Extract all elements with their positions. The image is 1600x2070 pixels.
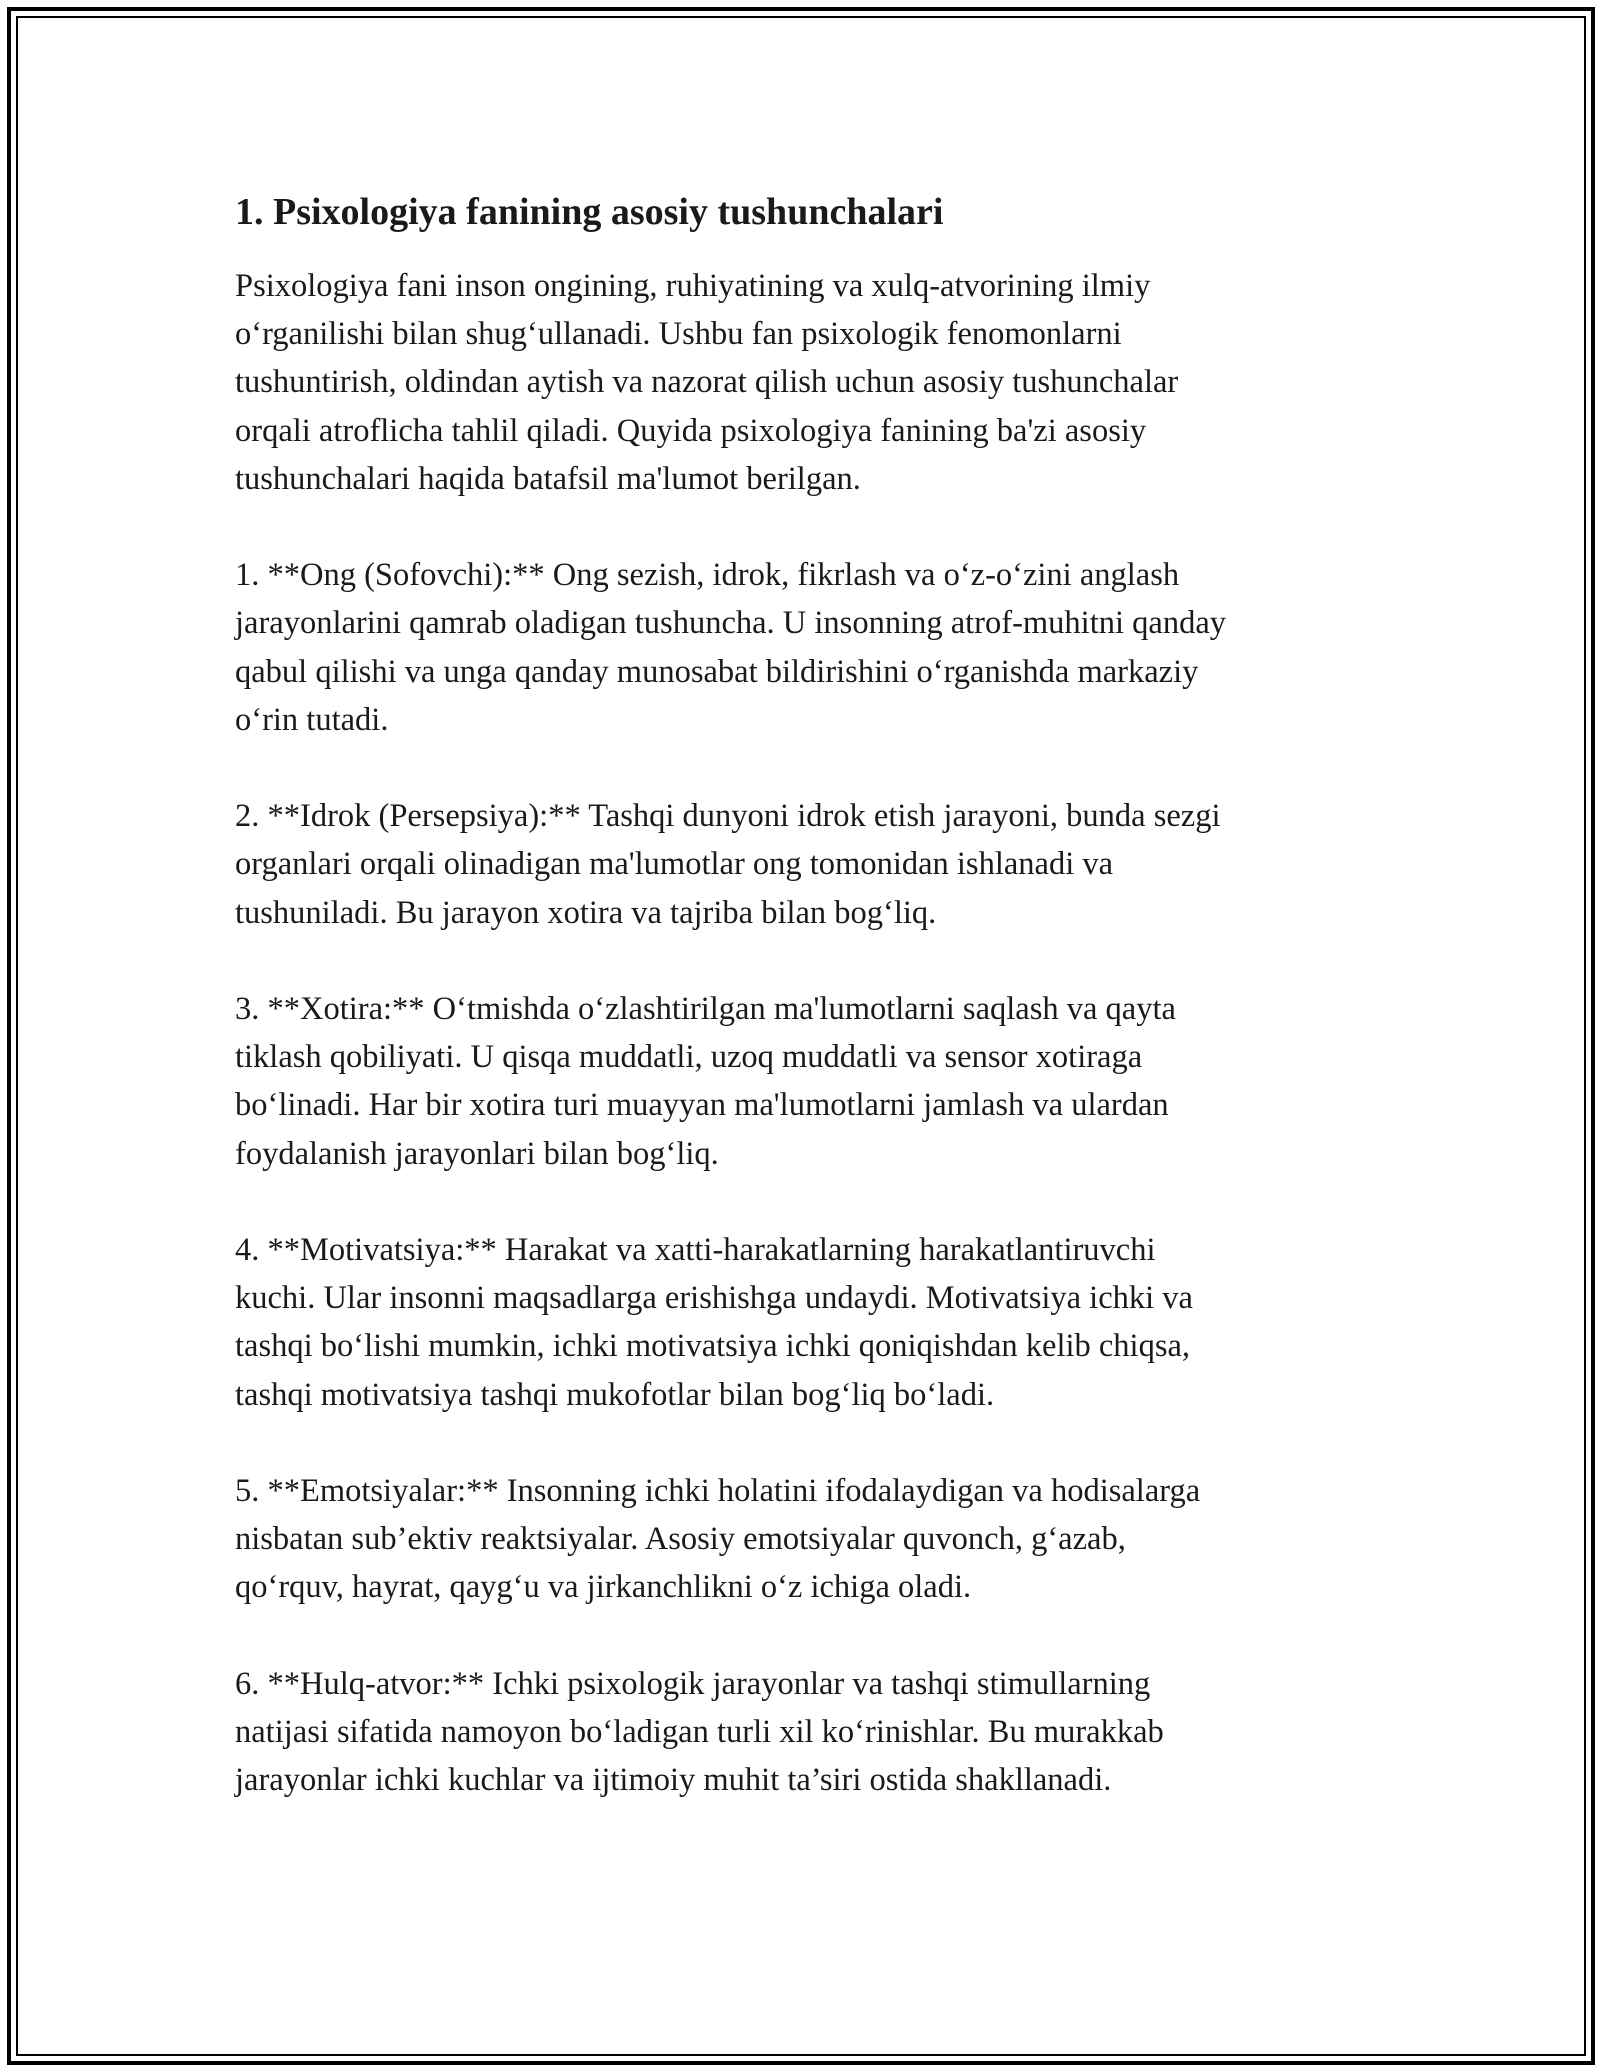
- text-line: organlari orqali olinadigan ma'lumotlar ong tomonidan ishlanadi va: [235, 846, 1114, 883]
- concept-paragraph-5: [235, 1467, 1375, 1612]
- text-line: 6. **Hulq-atvor:** Ichki psixologik jarayonlar va tashqi stimullarning: [235, 1665, 1151, 1702]
- text-line: o‘rin tutadi.: [235, 701, 389, 738]
- document-body: [235, 188, 1375, 1853]
- text-line: tushunchalari haqida batafsil ma'lumot berilgan.: [235, 460, 861, 497]
- section-title: 1. Psixologiya fanining asosiy tushunchalari: [235, 191, 944, 233]
- text-line: 5. **Emotsiyalar:** Insonning ichki holatini ifodalaydigan va hodisalarga: [235, 1473, 1201, 1509]
- text-line: tashqi bo‘lishi mumkin, ichki motivatsiya ichki qoniqishdan kelib chiqsa,: [235, 1328, 1191, 1365]
- concept-paragraph-3: [235, 985, 1375, 1178]
- text-line: kuchi. Ular insonni maqsadlarga erishishga undaydi. Motivatsiya ichki va: [235, 1280, 1193, 1317]
- text-line: tashqi motivatsiya tashqi mukofotlar bilan bog‘liq bo‘ladi.: [235, 1376, 995, 1413]
- text-line: nisbatan sub’ektiv reaktsiyalar. Asosiy emotsiyalar quvonch, g‘azab,: [235, 1521, 1126, 1558]
- text-line: 4. **Motivatsiya:** Harakat va xatti-harakatlarning harakatlantiruvchi: [235, 1232, 1156, 1268]
- paragraph-list: [235, 262, 1375, 1804]
- text-line: jarayonlarini qamrab oladigan tushuncha. U insonning atrof-muhitni qanday: [235, 605, 1226, 642]
- concept-paragraph-4: [235, 1226, 1375, 1419]
- text-line: tushuniladi. Bu jarayon xotira va tajriba bilan bog‘liq.: [235, 894, 937, 931]
- text-line: foydalanish jarayonlari bilan bog‘liq.: [235, 1135, 719, 1172]
- text-line: 1. **Ong (Sofovchi):** Ong sezish, idrok, fikrlash va o‘z-o‘zini anglash: [235, 557, 1180, 594]
- concept-paragraph-1: [235, 551, 1375, 744]
- text-line: orqali atroflicha tahlil qiladi. Quyida psixologiya fanining ba'zi asosiy: [235, 412, 1147, 449]
- text-line: qabul qilishi va unga qanday munosabat bildirishini o‘rganishda markaziy: [235, 653, 1199, 690]
- text-line: jarayonlar ichki kuchlar va ijtimoiy muhit ta’siri ostida shakllanadi.: [235, 1762, 1112, 1799]
- concept-paragraph-2: [235, 792, 1375, 937]
- text-line: natijasi sifatida namoyon bo‘ladigan turli xil ko‘rinishlar. Bu murakkab: [235, 1714, 1164, 1750]
- text-line: Psixologiya fani inson ongining, ruhiyatining va xulq-atvorining ilmiy: [235, 268, 1151, 304]
- intro-paragraph: [235, 262, 1375, 503]
- concept-paragraph-6: [235, 1660, 1375, 1805]
- text-line: tushuntirish, oldindan aytish va nazorat qilish uchun asosiy tushunchalar: [235, 364, 1179, 401]
- text-line: o‘rganilishi bilan shug‘ullanadi. Ushbu fan psixologik fenomonlarni: [235, 316, 1122, 353]
- text-line: 3. **Xotira:** O‘tmishda o‘zlashtirilgan ma'lumotlarni saqlash va qayta: [235, 991, 1176, 1027]
- text-line: qo‘rquv, hayrat, qayg‘u va jirkanchlikni o‘z ichiga oladi.: [235, 1569, 972, 1606]
- text-line: 2. **Idrok (Persepsiya):** Tashqi dunyoni idrok etish jarayoni, bunda sezgi: [235, 798, 1221, 835]
- text-line: tiklash qobiliyati. U qisqa muddatli, uzoq muddatli va sensor xotiraga: [235, 1039, 1143, 1076]
- text-line: bo‘linadi. Har bir xotira turi muayyan ma'lumotlarni jamlash va ulardan: [235, 1087, 1169, 1124]
